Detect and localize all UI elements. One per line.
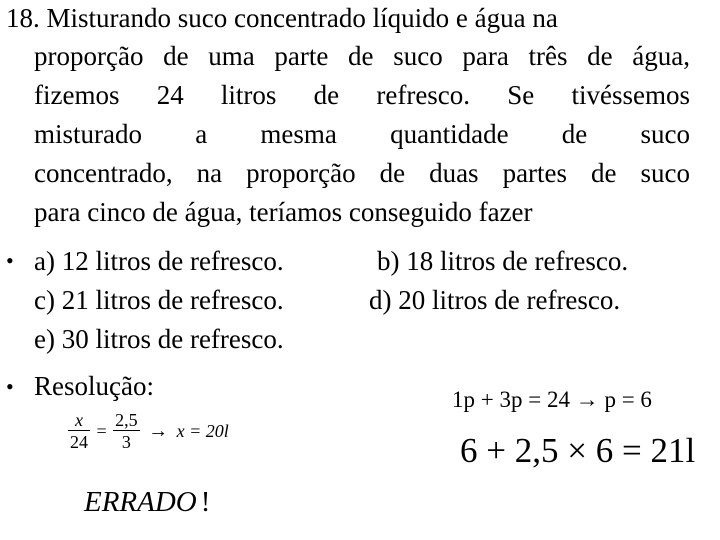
equation-proportion: 1p + 3p = 24 → p = 6 (452, 387, 652, 412)
option-a: a) 12 litros de refresco. (34, 246, 284, 276)
equation-result: 6 + 2,5 × 6 = 21l (460, 431, 696, 470)
question-line-5: concentrado, na proporção de duas partes de suco (34, 158, 690, 188)
wrong-label-mark: ! (200, 486, 211, 518)
fraction-left (68, 410, 90, 453)
wrong-attempt-result: x = 20l (176, 421, 229, 441)
fraction-left-numerator: x (68, 410, 90, 431)
option-b: b) 18 litros de refresco. (377, 246, 629, 276)
option-d: d) 20 litros de refresco. (369, 285, 621, 315)
question-line-6: para cinco de água, teríamos conseguido fazer (34, 197, 533, 227)
fraction-right (113, 410, 140, 453)
fraction-right-numerator: 2,5 (115, 410, 138, 430)
question-line-1: 18. Misturando suco concentrado líquido e água na (6, 3, 558, 33)
question-line-3: fizemos 24 litros de refresco. Se tivéssemos (34, 80, 690, 110)
options-bullet: • (6, 248, 14, 273)
wrong-label-text: ERRADO (84, 486, 197, 518)
question-line-2: proporção de uma parte de suco para três de água, (34, 41, 690, 71)
wrong-attempt-equation (68, 410, 229, 453)
equals-sign: = (96, 421, 107, 441)
resolution-bullet: • (6, 374, 14, 399)
option-c: c) 21 litros de refresco. (34, 285, 284, 315)
resolution-label: Resolução: (34, 371, 154, 401)
question-line-4: misturado a mesma quantidade de suco (34, 119, 690, 149)
arrow-icon: → (148, 420, 169, 442)
option-e: e) 30 litros de refresco. (34, 324, 284, 354)
fraction-left-denominator: 24 (70, 432, 88, 452)
fraction-right-denominator: 3 (121, 432, 131, 452)
wrong-label (84, 486, 210, 519)
